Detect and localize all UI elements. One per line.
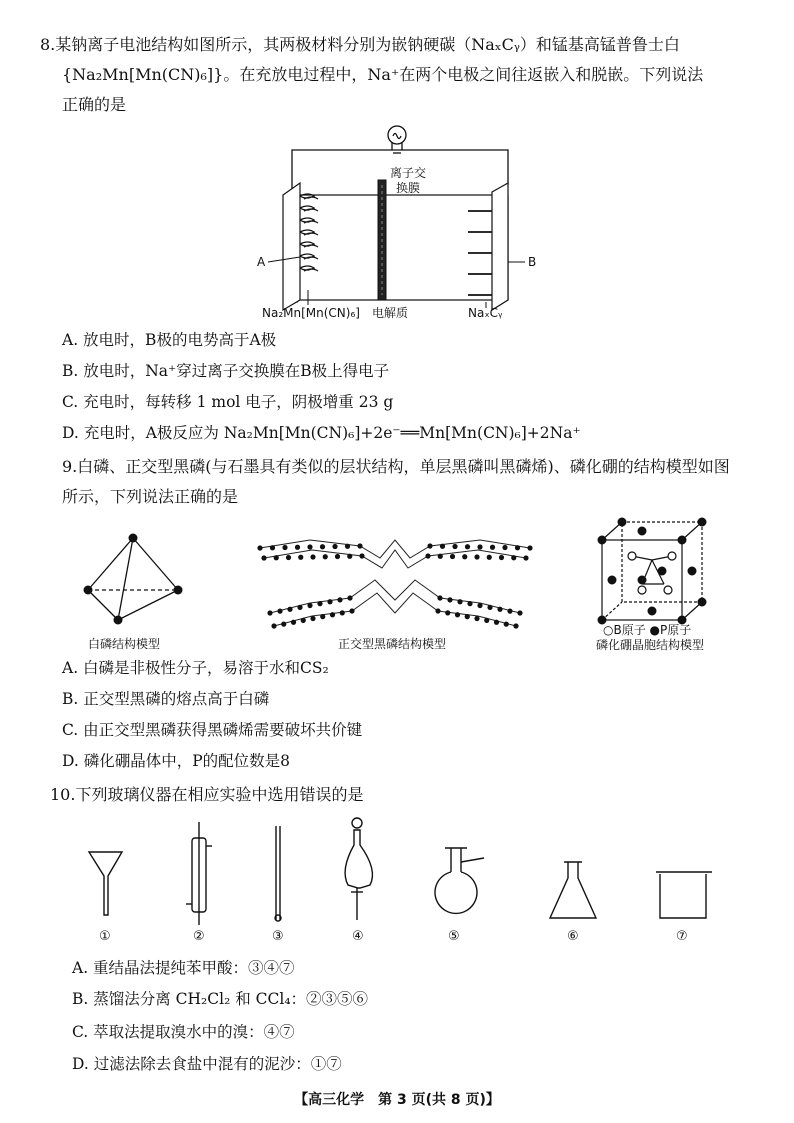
q8-stem-line-1: 8.某钠离子电池结构如图所示，其两极材料分别为嵌钠硬碳（NaₓCᵧ）和锰基高锰普鲁士白 — [40, 35, 680, 54]
q8-option-c: C. 充电时，每转移 1 mol 电子，阴极增重 23 g — [62, 393, 394, 411]
q8-stem-line-2: {Na₂Mn[Mn(CN)₆]}。在充放电过程中，Na⁺在两个电极之间往返嵌入和脱嵌。下列说法 — [62, 65, 704, 84]
apparatus-number-1: ① — [99, 929, 111, 944]
apparatus-number-3: ③ — [272, 929, 284, 944]
electrode-b-label: B — [528, 255, 537, 269]
q9-option-a: A. 白磷是非极性分子，易溶于水和CS₂ — [62, 659, 329, 677]
q10-option-b: B. 蒸馏法分离 CH₂Cl₂ 和 CCl₄：②③⑤⑥ — [72, 990, 369, 1008]
apparatus-number-4: ④ — [352, 929, 364, 944]
electrode-a-label: A — [257, 255, 266, 269]
apparatus-number-6: ⑥ — [567, 929, 579, 944]
q10-option-a: A. 重结晶法提纯苯甲酸：③④⑦ — [72, 959, 295, 977]
distillation-flask-icon — [435, 848, 484, 913]
apparatus-number-2: ② — [193, 929, 205, 944]
q8-option-d: D. 充电时，A极反应为 Na₂Mn[Mn(CN)₆]+2e⁻══Mn[Mn(CN)₆]+2Na⁺ — [62, 424, 581, 442]
q8-option-a: A. 放电时，B极的电势高于A极 — [62, 331, 277, 349]
q8-option-b: B. 放电时，Na⁺穿过离子交换膜在B极上得电子 — [62, 362, 390, 380]
q8-stem-line-3: 正确的是 — [62, 95, 127, 114]
left-material-label: Na₂Mn[Mn(CN)₆] — [262, 306, 360, 320]
white-phosphorus-caption: 白磷结构模型 — [88, 637, 161, 651]
right-material-label: NaₓCᵧ — [468, 306, 503, 320]
condenser-icon — [186, 822, 212, 925]
thermometer-icon — [275, 826, 281, 921]
boron-phosphide-legend: ○B原子 ●P原子 — [603, 623, 692, 637]
electrolyte-label: 电解质 — [372, 306, 409, 320]
q9-stem-line-1: 9.白磷、正交型黑磷(与石墨具有类似的层状结构，单层黑磷叫黑磷烯)、磷化硼的结构模型如图 — [62, 457, 730, 476]
q10-stem: 10.下列玻璃仪器在相应实验中选用错误的是 — [50, 785, 364, 804]
page-footer: 【高三化学 第 3 页(共 8 页)】 — [294, 1092, 500, 1108]
apparatus-number-7: ⑦ — [676, 929, 688, 944]
membrane-label-line-1: 离子交 — [390, 166, 427, 180]
q10-option-d: D. 过滤法除去食盐中混有的泥沙：①⑦ — [72, 1055, 342, 1073]
funnel-icon — [89, 852, 122, 915]
q9-option-c: C. 由正交型黑磷获得黑磷烯需要破坏共价键 — [62, 721, 363, 739]
membrane-label-line-2: 换膜 — [396, 181, 421, 195]
q10-option-c: C. 萃取法提取溴水中的溴：④⑦ — [72, 1023, 295, 1041]
q9-option-b: B. 正交型黑磷的熔点高于白磷 — [62, 690, 270, 708]
beaker-icon — [656, 872, 712, 918]
erlenmeyer-flask-icon — [550, 862, 596, 918]
q9-option-d: D. 磷化硼晶体中，P的配位数是8 — [62, 752, 291, 770]
black-phosphorus-caption: 正交型黑磷结构模型 — [338, 637, 447, 651]
boron-phosphide-caption: 磷化硼晶胞结构模型 — [596, 638, 705, 652]
apparatus-number-5: ⑤ — [448, 929, 460, 944]
separatory-funnel-icon — [345, 818, 372, 920]
q9-stem-line-2: 所示，下列说法正确的是 — [62, 487, 239, 506]
